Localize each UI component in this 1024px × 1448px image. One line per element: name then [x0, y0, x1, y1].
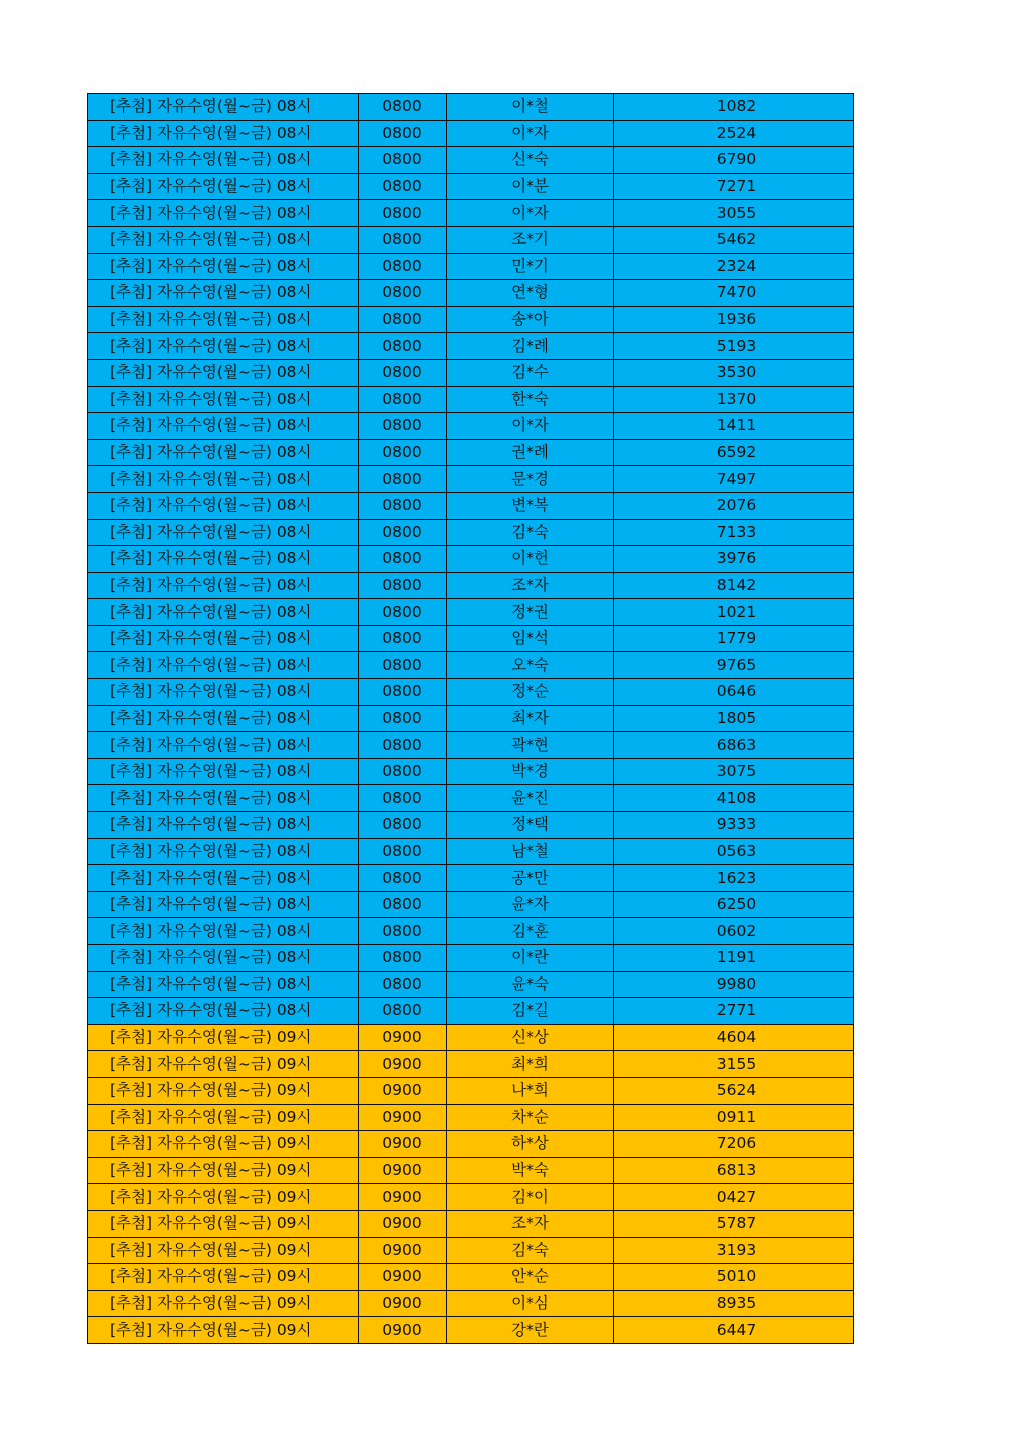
- lottery-results-table: [87, 93, 854, 1344]
- applicant-name-cell: 변*복: [447, 492, 614, 519]
- program-cell: [추첨] 자유수영(월~금) 09시: [88, 1237, 359, 1264]
- phone-last-digits-cell: 1021: [614, 599, 854, 626]
- program-cell: [추첨] 자유수영(월~금) 08시: [88, 94, 359, 121]
- phone-last-digits-cell: 0563: [614, 838, 854, 865]
- program-cell: [추첨] 자유수영(월~금) 08시: [88, 492, 359, 519]
- phone-last-digits-cell: 7470: [614, 280, 854, 307]
- program-cell: [추첨] 자유수영(월~금) 09시: [88, 1051, 359, 1078]
- table-row: [88, 280, 854, 307]
- program-cell: [추첨] 자유수영(월~금) 08시: [88, 280, 359, 307]
- applicant-name-cell: 이*란: [447, 945, 614, 972]
- program-cell: [추첨] 자유수영(월~금) 08시: [88, 173, 359, 200]
- applicant-name-cell: 연*형: [447, 280, 614, 307]
- applicant-name-cell: 이*심: [447, 1290, 614, 1317]
- applicant-name-cell: 차*순: [447, 1104, 614, 1131]
- program-cell: [추첨] 자유수영(월~금) 09시: [88, 1264, 359, 1291]
- phone-last-digits-cell: 6813: [614, 1157, 854, 1184]
- phone-last-digits-cell: 2076: [614, 492, 854, 519]
- applicant-name-cell: 박*경: [447, 758, 614, 785]
- phone-last-digits-cell: 1623: [614, 865, 854, 892]
- time-code-cell: 0800: [359, 173, 447, 200]
- applicant-name-cell: 안*순: [447, 1264, 614, 1291]
- program-cell: [추첨] 자유수영(월~금) 08시: [88, 599, 359, 626]
- applicant-name-cell: 조*자: [447, 572, 614, 599]
- program-cell: [추첨] 자유수영(월~금) 09시: [88, 1290, 359, 1317]
- applicant-name-cell: 박*숙: [447, 1157, 614, 1184]
- time-code-cell: 0800: [359, 918, 447, 945]
- table-row: [88, 519, 854, 546]
- phone-last-digits-cell: 7206: [614, 1131, 854, 1158]
- time-code-cell: 0800: [359, 94, 447, 121]
- program-cell: [추첨] 자유수영(월~금) 08시: [88, 519, 359, 546]
- time-code-cell: 0900: [359, 1210, 447, 1237]
- time-code-cell: 0800: [359, 971, 447, 998]
- time-code-cell: 0800: [359, 945, 447, 972]
- program-cell: [추첨] 자유수영(월~금) 09시: [88, 1184, 359, 1211]
- applicant-name-cell: 이*분: [447, 173, 614, 200]
- program-cell: [추첨] 자유수영(월~금) 08시: [88, 971, 359, 998]
- phone-last-digits-cell: 1936: [614, 306, 854, 333]
- program-cell: [추첨] 자유수영(월~금) 08시: [88, 439, 359, 466]
- phone-last-digits-cell: 0911: [614, 1104, 854, 1131]
- time-code-cell: 0800: [359, 333, 447, 360]
- program-cell: [추첨] 자유수영(월~금) 08시: [88, 386, 359, 413]
- phone-last-digits-cell: 6447: [614, 1317, 854, 1344]
- phone-last-digits-cell: 3055: [614, 200, 854, 227]
- program-cell: [추첨] 자유수영(월~금) 09시: [88, 1131, 359, 1158]
- phone-last-digits-cell: 5624: [614, 1077, 854, 1104]
- time-code-cell: 0800: [359, 439, 447, 466]
- program-cell: [추첨] 자유수영(월~금) 08시: [88, 306, 359, 333]
- table-row: [88, 625, 854, 652]
- program-cell: [추첨] 자유수영(월~금) 08시: [88, 732, 359, 759]
- table-row: [88, 1024, 854, 1051]
- phone-last-digits-cell: 1370: [614, 386, 854, 413]
- applicant-name-cell: 권*례: [447, 439, 614, 466]
- table-row: [88, 1077, 854, 1104]
- table-row: [88, 466, 854, 493]
- table-row: [88, 865, 854, 892]
- time-code-cell: 0800: [359, 253, 447, 280]
- phone-last-digits-cell: 3155: [614, 1051, 854, 1078]
- phone-last-digits-cell: 7133: [614, 519, 854, 546]
- applicant-name-cell: 문*경: [447, 466, 614, 493]
- table-row: [88, 785, 854, 812]
- table-row: [88, 306, 854, 333]
- program-cell: [추첨] 자유수영(월~금) 08시: [88, 891, 359, 918]
- program-cell: [추첨] 자유수영(월~금) 08시: [88, 333, 359, 360]
- applicant-name-cell: 조*기: [447, 226, 614, 253]
- phone-last-digits-cell: 1191: [614, 945, 854, 972]
- applicant-name-cell: 이*자: [447, 200, 614, 227]
- applicant-name-cell: 김*길: [447, 998, 614, 1025]
- program-cell: [추첨] 자유수영(월~금) 08시: [88, 679, 359, 706]
- applicant-name-cell: 정*택: [447, 812, 614, 839]
- applicant-name-cell: 윤*진: [447, 785, 614, 812]
- time-code-cell: 0800: [359, 466, 447, 493]
- table-row: [88, 758, 854, 785]
- program-cell: [추첨] 자유수영(월~금) 09시: [88, 1104, 359, 1131]
- time-code-cell: 0800: [359, 572, 447, 599]
- table-body: [88, 94, 854, 1344]
- table-row: [88, 94, 854, 121]
- time-code-cell: 0900: [359, 1024, 447, 1051]
- time-code-cell: 0800: [359, 280, 447, 307]
- applicant-name-cell: 나*희: [447, 1077, 614, 1104]
- time-code-cell: 0900: [359, 1077, 447, 1104]
- table-row: [88, 1237, 854, 1264]
- time-code-cell: 0800: [359, 679, 447, 706]
- time-code-cell: 0800: [359, 492, 447, 519]
- table-row: [88, 945, 854, 972]
- program-cell: [추첨] 자유수영(월~금) 08시: [88, 413, 359, 440]
- table-row: [88, 120, 854, 147]
- table-row: [88, 918, 854, 945]
- table-row: [88, 546, 854, 573]
- phone-last-digits-cell: 3193: [614, 1237, 854, 1264]
- phone-last-digits-cell: 0602: [614, 918, 854, 945]
- applicant-name-cell: 김*수: [447, 359, 614, 386]
- table-row: [88, 386, 854, 413]
- phone-last-digits-cell: 5010: [614, 1264, 854, 1291]
- applicant-name-cell: 김*훈: [447, 918, 614, 945]
- table-row: [88, 439, 854, 466]
- time-code-cell: 0800: [359, 200, 447, 227]
- phone-last-digits-cell: 8142: [614, 572, 854, 599]
- program-cell: [추첨] 자유수영(월~금) 08시: [88, 226, 359, 253]
- time-code-cell: 0900: [359, 1290, 447, 1317]
- applicant-name-cell: 임*석: [447, 625, 614, 652]
- phone-last-digits-cell: 1805: [614, 705, 854, 732]
- phone-last-digits-cell: 0646: [614, 679, 854, 706]
- applicant-name-cell: 최*희: [447, 1051, 614, 1078]
- time-code-cell: 0800: [359, 359, 447, 386]
- time-code-cell: 0800: [359, 758, 447, 785]
- time-code-cell: 0800: [359, 120, 447, 147]
- applicant-name-cell: 이*자: [447, 120, 614, 147]
- phone-last-digits-cell: 4604: [614, 1024, 854, 1051]
- time-code-cell: 0800: [359, 625, 447, 652]
- table-row: [88, 333, 854, 360]
- table-row: [88, 226, 854, 253]
- applicant-name-cell: 김*숙: [447, 1237, 614, 1264]
- time-code-cell: 0800: [359, 785, 447, 812]
- phone-last-digits-cell: 4108: [614, 785, 854, 812]
- program-cell: [추첨] 자유수영(월~금) 08시: [88, 785, 359, 812]
- table-row: [88, 599, 854, 626]
- table-row: [88, 1264, 854, 1291]
- applicant-name-cell: 민*기: [447, 253, 614, 280]
- time-code-cell: 0900: [359, 1131, 447, 1158]
- program-cell: [추첨] 자유수영(월~금) 08시: [88, 998, 359, 1025]
- table-row: [88, 1051, 854, 1078]
- program-cell: [추첨] 자유수영(월~금) 08시: [88, 812, 359, 839]
- table-row: [88, 413, 854, 440]
- program-cell: [추첨] 자유수영(월~금) 09시: [88, 1157, 359, 1184]
- applicant-name-cell: 송*아: [447, 306, 614, 333]
- applicant-name-cell: 최*자: [447, 705, 614, 732]
- time-code-cell: 0900: [359, 1237, 447, 1264]
- time-code-cell: 0900: [359, 1317, 447, 1344]
- program-cell: [추첨] 자유수영(월~금) 08시: [88, 147, 359, 174]
- phone-last-digits-cell: 2524: [614, 120, 854, 147]
- table-row: [88, 1131, 854, 1158]
- program-cell: [추첨] 자유수영(월~금) 08시: [88, 120, 359, 147]
- applicant-name-cell: 이*자: [447, 413, 614, 440]
- program-cell: [추첨] 자유수영(월~금) 09시: [88, 1077, 359, 1104]
- table-row: [88, 200, 854, 227]
- applicant-name-cell: 신*숙: [447, 147, 614, 174]
- phone-last-digits-cell: 2771: [614, 998, 854, 1025]
- applicant-name-cell: 공*만: [447, 865, 614, 892]
- table-row: [88, 812, 854, 839]
- program-cell: [추첨] 자유수영(월~금) 08시: [88, 466, 359, 493]
- phone-last-digits-cell: 9765: [614, 652, 854, 679]
- table-row: [88, 971, 854, 998]
- phone-last-digits-cell: 8935: [614, 1290, 854, 1317]
- program-cell: [추첨] 자유수영(월~금) 08시: [88, 838, 359, 865]
- time-code-cell: 0800: [359, 998, 447, 1025]
- table-row: [88, 1104, 854, 1131]
- program-cell: [추첨] 자유수영(월~금) 09시: [88, 1317, 359, 1344]
- applicant-name-cell: 하*상: [447, 1131, 614, 1158]
- time-code-cell: 0800: [359, 226, 447, 253]
- phone-last-digits-cell: 3530: [614, 359, 854, 386]
- phone-last-digits-cell: 1082: [614, 94, 854, 121]
- time-code-cell: 0800: [359, 306, 447, 333]
- time-code-cell: 0800: [359, 812, 447, 839]
- phone-last-digits-cell: 7271: [614, 173, 854, 200]
- program-cell: [추첨] 자유수영(월~금) 08시: [88, 546, 359, 573]
- program-cell: [추첨] 자유수영(월~금) 08시: [88, 200, 359, 227]
- time-code-cell: 0900: [359, 1051, 447, 1078]
- table-row: [88, 1210, 854, 1237]
- program-cell: [추첨] 자유수영(월~금) 08시: [88, 253, 359, 280]
- phone-last-digits-cell: 1411: [614, 413, 854, 440]
- time-code-cell: 0800: [359, 519, 447, 546]
- table-row: [88, 253, 854, 280]
- program-cell: [추첨] 자유수영(월~금) 08시: [88, 758, 359, 785]
- time-code-cell: 0800: [359, 546, 447, 573]
- program-cell: [추첨] 자유수영(월~금) 08시: [88, 359, 359, 386]
- time-code-cell: 0900: [359, 1104, 447, 1131]
- time-code-cell: 0800: [359, 732, 447, 759]
- applicant-name-cell: 윤*숙: [447, 971, 614, 998]
- time-code-cell: 0900: [359, 1184, 447, 1211]
- time-code-cell: 0800: [359, 865, 447, 892]
- phone-last-digits-cell: 2324: [614, 253, 854, 280]
- table-row: [88, 1317, 854, 1344]
- applicant-name-cell: 김*이: [447, 1184, 614, 1211]
- applicant-name-cell: 한*숙: [447, 386, 614, 413]
- table-row: [88, 492, 854, 519]
- phone-last-digits-cell: 5787: [614, 1210, 854, 1237]
- phone-last-digits-cell: 3075: [614, 758, 854, 785]
- phone-last-digits-cell: 7497: [614, 466, 854, 493]
- applicant-name-cell: 이*철: [447, 94, 614, 121]
- applicant-name-cell: 조*자: [447, 1210, 614, 1237]
- program-cell: [추첨] 자유수영(월~금) 08시: [88, 572, 359, 599]
- phone-last-digits-cell: 3976: [614, 546, 854, 573]
- applicant-name-cell: 윤*자: [447, 891, 614, 918]
- table-row: [88, 679, 854, 706]
- table-row: [88, 359, 854, 386]
- table-row: [88, 891, 854, 918]
- phone-last-digits-cell: 6790: [614, 147, 854, 174]
- program-cell: [추첨] 자유수영(월~금) 08시: [88, 918, 359, 945]
- table-row: [88, 1184, 854, 1211]
- phone-last-digits-cell: 1779: [614, 625, 854, 652]
- time-code-cell: 0800: [359, 652, 447, 679]
- applicant-name-cell: 정*권: [447, 599, 614, 626]
- table-row: [88, 652, 854, 679]
- time-code-cell: 0900: [359, 1157, 447, 1184]
- program-cell: [추첨] 자유수영(월~금) 08시: [88, 652, 359, 679]
- program-cell: [추첨] 자유수영(월~금) 09시: [88, 1024, 359, 1051]
- applicant-name-cell: 신*상: [447, 1024, 614, 1051]
- time-code-cell: 0800: [359, 891, 447, 918]
- time-code-cell: 0800: [359, 838, 447, 865]
- table-row: [88, 173, 854, 200]
- time-code-cell: 0800: [359, 386, 447, 413]
- table-row: [88, 1290, 854, 1317]
- table-row: [88, 998, 854, 1025]
- time-code-cell: 0900: [359, 1264, 447, 1291]
- program-cell: [추첨] 자유수영(월~금) 09시: [88, 1210, 359, 1237]
- applicant-name-cell: 오*숙: [447, 652, 614, 679]
- applicant-name-cell: 이*헌: [447, 546, 614, 573]
- phone-last-digits-cell: 5193: [614, 333, 854, 360]
- phone-last-digits-cell: 6250: [614, 891, 854, 918]
- applicant-name-cell: 강*란: [447, 1317, 614, 1344]
- program-cell: [추첨] 자유수영(월~금) 08시: [88, 625, 359, 652]
- time-code-cell: 0800: [359, 705, 447, 732]
- applicant-name-cell: 김*숙: [447, 519, 614, 546]
- phone-last-digits-cell: 0427: [614, 1184, 854, 1211]
- phone-last-digits-cell: 6592: [614, 439, 854, 466]
- table-row: [88, 838, 854, 865]
- table-row: [88, 147, 854, 174]
- program-cell: [추첨] 자유수영(월~금) 08시: [88, 705, 359, 732]
- phone-last-digits-cell: 9333: [614, 812, 854, 839]
- phone-last-digits-cell: 9980: [614, 971, 854, 998]
- applicant-name-cell: 김*례: [447, 333, 614, 360]
- table-row: [88, 572, 854, 599]
- table-row: [88, 705, 854, 732]
- table-row: [88, 1157, 854, 1184]
- time-code-cell: 0800: [359, 599, 447, 626]
- applicant-name-cell: 정*순: [447, 679, 614, 706]
- time-code-cell: 0800: [359, 413, 447, 440]
- program-cell: [추첨] 자유수영(월~금) 08시: [88, 865, 359, 892]
- applicant-name-cell: 남*철: [447, 838, 614, 865]
- applicant-name-cell: 곽*현: [447, 732, 614, 759]
- program-cell: [추첨] 자유수영(월~금) 08시: [88, 945, 359, 972]
- time-code-cell: 0800: [359, 147, 447, 174]
- phone-last-digits-cell: 6863: [614, 732, 854, 759]
- table-row: [88, 732, 854, 759]
- phone-last-digits-cell: 5462: [614, 226, 854, 253]
